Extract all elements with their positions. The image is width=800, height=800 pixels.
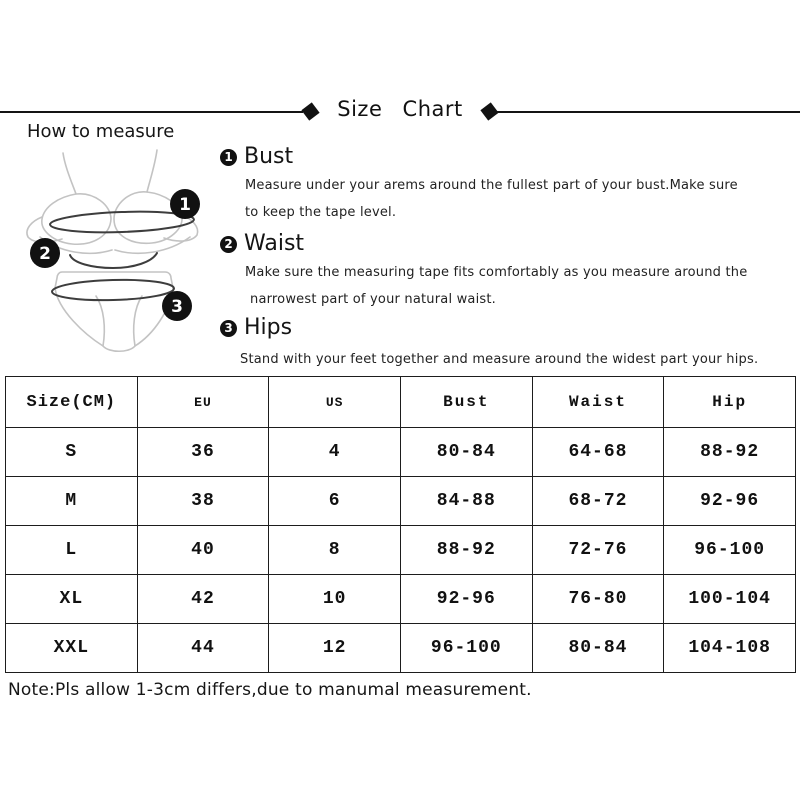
section-waist-heading <box>220 232 747 256</box>
table-cell: 92-96 <box>664 477 796 526</box>
number-2-badge-icon: 2 <box>220 236 237 253</box>
size-table <box>5 376 796 673</box>
text-line: to keep the tape level. <box>245 205 397 220</box>
table-cell: 96-100 <box>664 526 796 575</box>
text-line: Make sure the measuring tape fits comfortably as you measure around the <box>245 265 748 280</box>
number-1-badge-icon: 1 <box>220 149 237 166</box>
table-cell: 42 <box>137 575 269 624</box>
table-cell: XL <box>6 575 138 624</box>
table-row-xxl <box>6 624 796 673</box>
title-rule-left <box>0 111 303 113</box>
page-title: Size Chart <box>337 97 463 121</box>
how-to-measure-heading: How to measure <box>27 121 175 142</box>
table-cell: 80-84 <box>532 624 664 673</box>
table-row-s <box>6 428 796 477</box>
diamond-icon <box>301 102 319 120</box>
table-cell: 72-76 <box>532 526 664 575</box>
table-header-waist: Waist <box>532 377 664 428</box>
table-header-bust: Bust <box>400 377 532 428</box>
title-rule-right <box>497 111 800 113</box>
table-cell: 12 <box>269 624 401 673</box>
table-cell: 40 <box>137 526 269 575</box>
table-cell: 80-84 <box>400 428 532 477</box>
section-hips-label: Hips <box>244 315 293 340</box>
table-cell: S <box>6 428 138 477</box>
measure-point-1-number: 1 <box>179 195 191 215</box>
number-3-badge-icon: 3 <box>220 320 237 337</box>
table-cell: 44 <box>137 624 269 673</box>
section-hips-text <box>240 346 758 373</box>
text-line: Measure under your arems around the fullest part of your bust.Make sure <box>245 178 738 193</box>
table-header-row <box>6 377 796 428</box>
measure-point-1-marker <box>170 189 200 219</box>
table-cell: 68-72 <box>532 477 664 526</box>
table-row-l <box>6 526 796 575</box>
table-cell: 88-92 <box>664 428 796 477</box>
table-cell: M <box>6 477 138 526</box>
text-line: Stand with your feet together and measure around the widest part your hips. <box>240 352 759 367</box>
table-cell: 64-68 <box>532 428 664 477</box>
table-cell: 84-88 <box>400 477 532 526</box>
section-bust-label: Bust <box>244 144 294 169</box>
section-hips <box>220 316 758 373</box>
table-cell: 92-96 <box>400 575 532 624</box>
table-cell: 96-100 <box>400 624 532 673</box>
section-bust-heading <box>220 145 738 169</box>
table-cell: 10 <box>269 575 401 624</box>
table-cell: 8 <box>269 526 401 575</box>
measurement-note: Note:Pls allow 1-3cm differs,due to manumal measurement. <box>8 680 532 700</box>
table-cell: XXL <box>6 624 138 673</box>
table-cell: 6 <box>269 477 401 526</box>
section-bust <box>220 145 738 226</box>
table-cell: 36 <box>137 428 269 477</box>
measure-point-2-number: 2 <box>39 244 51 264</box>
table-cell: 88-92 <box>400 526 532 575</box>
section-bust-text <box>245 172 738 226</box>
table-cell: 100-104 <box>664 575 796 624</box>
table-cell: L <box>6 526 138 575</box>
table-row-xl <box>6 575 796 624</box>
measure-point-2-marker <box>30 238 60 268</box>
table-cell: 38 <box>137 477 269 526</box>
measure-point-3-number: 3 <box>171 297 183 317</box>
section-waist-text <box>245 259 747 313</box>
section-waist-label: Waist <box>244 231 305 256</box>
table-header-eu: EU <box>137 377 269 428</box>
section-waist <box>220 232 747 313</box>
table-header-us: US <box>269 377 401 428</box>
table-header-size: Size(CM) <box>6 377 138 428</box>
table-cell: 76-80 <box>532 575 664 624</box>
text-line: narrowest part of your natural waist. <box>250 292 496 307</box>
table-cell: 104-108 <box>664 624 796 673</box>
table-header-hip: Hip <box>664 377 796 428</box>
table-cell: 4 <box>269 428 401 477</box>
table-row-m <box>6 477 796 526</box>
diamond-icon <box>480 102 498 120</box>
bikini-measure-illustration <box>20 147 220 357</box>
section-hips-heading <box>220 316 758 340</box>
measure-point-3-marker <box>162 291 192 321</box>
